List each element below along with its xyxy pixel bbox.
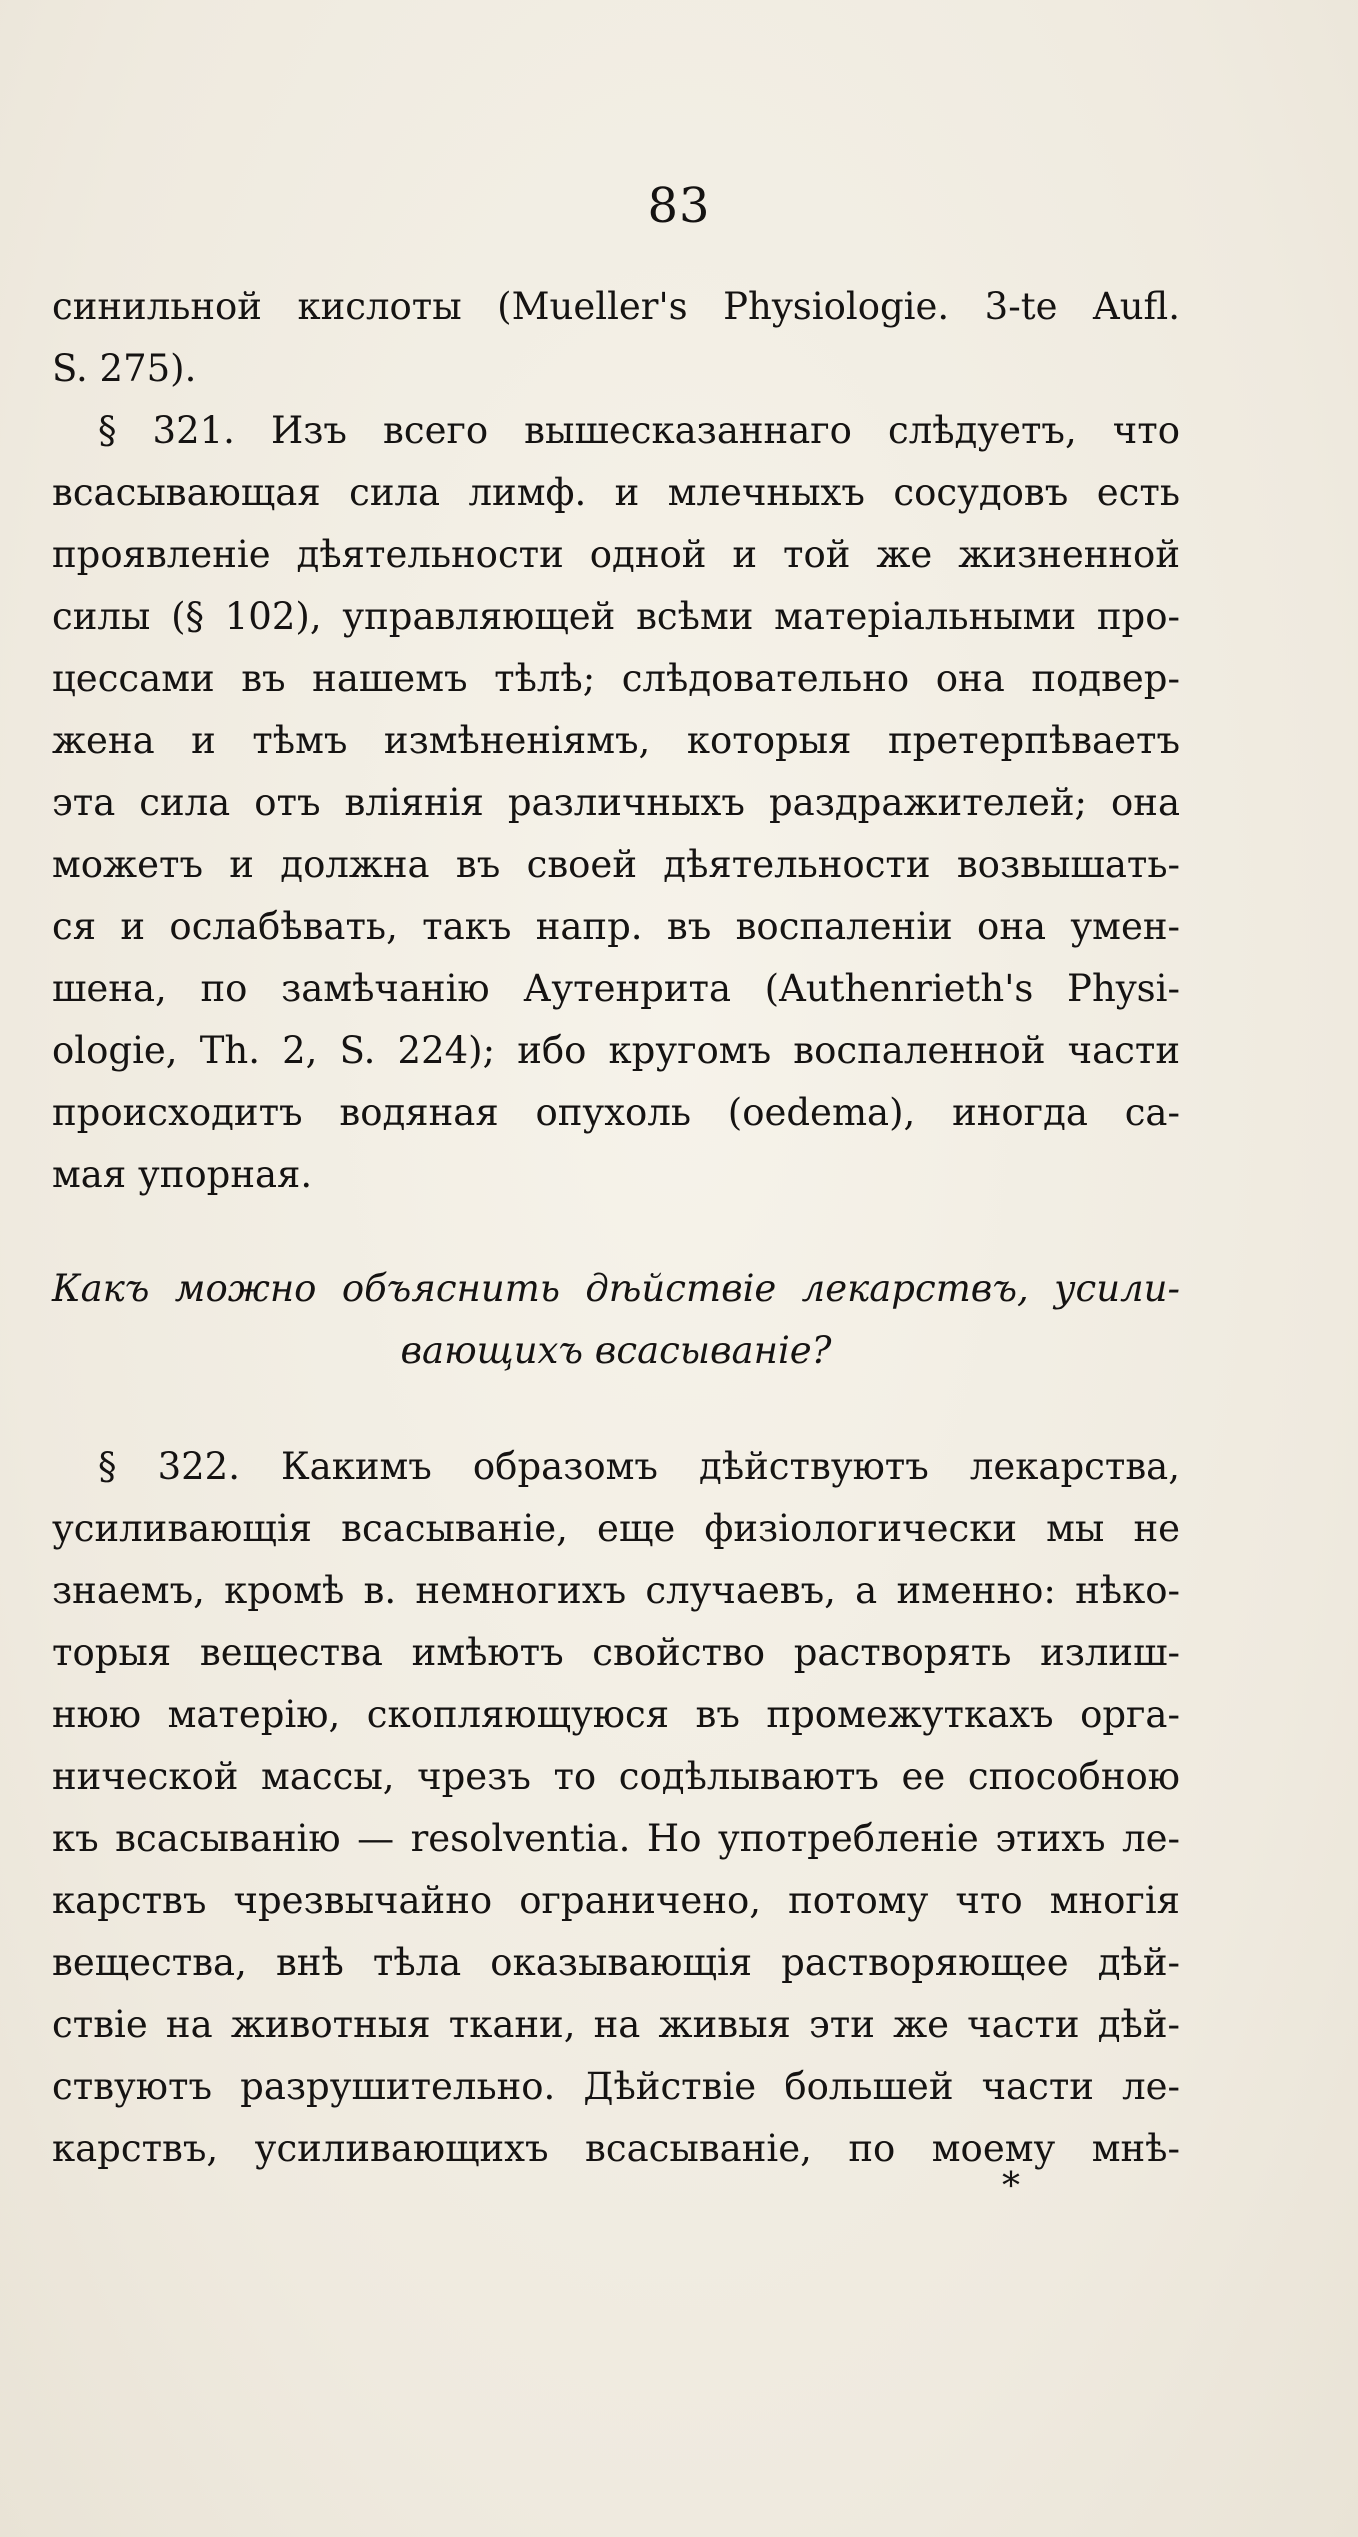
text-line: S. 275). — [52, 347, 197, 390]
text-line: синильной кислоты (Mueller's Physiologie. 3-te Aufl. — [52, 285, 1180, 328]
text-line: цессами въ нашемъ тѣлѣ; слѣдовательно она подвер- — [52, 657, 1180, 700]
text-line: § 322. Какимъ образомъ дѣйствуютъ лекарства, — [98, 1445, 1180, 1488]
text-line: эта сила отъ вліянія различныхъ раздражителей; она — [52, 781, 1180, 824]
paragraph-321 — [52, 276, 1180, 1206]
text-line: торыя вещества имѣютъ свойство растворять излиш- — [52, 1631, 1180, 1674]
text-line: знаемъ, кромѣ в. немногихъ случаевъ, а именно: нѣко- — [52, 1569, 1180, 1612]
text-line: мая упорная. — [52, 1153, 313, 1196]
text-line: силы (§ 102), управляющей всѣми матеріальными про- — [52, 595, 1180, 638]
text-line: жена и тѣмъ измѣненіямъ, которыя претерпѣваетъ — [52, 719, 1180, 762]
text-line: ствуютъ разрушительно. Дѣйствіе большей части ле- — [52, 2065, 1180, 2108]
paragraph-322 — [52, 1436, 1180, 2180]
text-line: § 321. Изъ всего вышесказаннаго слѣдуетъ, что — [98, 409, 1180, 452]
text-line: происходитъ водяная опухоль (oedema), иногда са- — [52, 1091, 1180, 1134]
text-line: всасывающая сила лимф. и млечныхъ сосудовъ есть — [52, 471, 1180, 514]
text-line: вещества, внѣ тѣла оказывающія растворяющее дѣй- — [52, 1941, 1180, 1984]
text-line: усиливающія всасываніе, еще физіологически мы не — [52, 1507, 1180, 1550]
text-line: ся и ослабѣвать, такъ напр. въ воспаленіи она умен- — [52, 905, 1180, 948]
text-line: нюю матерію, скопляющуюся въ промежуткахъ орга- — [52, 1693, 1180, 1736]
page-number: 83 — [647, 178, 711, 234]
text-line: можетъ и должна въ своей дѣятельности возвышать- — [52, 843, 1180, 886]
text-line: нической массы, чрезъ то содѣлываютъ ее способною — [52, 1755, 1180, 1798]
text-line: ologie, Th. 2, S. 224); ибо кругомъ воспаленной части — [52, 1029, 1180, 1072]
text-line: карствъ чрезвычайно ограничено, потому что многія — [52, 1879, 1180, 1922]
heading-line: Какъ можно объяснить дѣйствіе лекарствъ, усили- — [52, 1267, 1180, 1310]
text-line: карствъ, усиливающихъ всасываніе, по моему мнѣ- — [52, 2127, 1180, 2170]
text-line: шена, по замѣчанію Аутенрита (Authenrieth's Physi- — [52, 967, 1180, 1010]
section-heading — [52, 1258, 1180, 1382]
text-line: ствіе на животныя ткани, на живыя эти же части дѣй- — [52, 2003, 1180, 2046]
text-line: къ всасыванію — resolventia. Но употребленіе этихъ ле- — [52, 1817, 1180, 1860]
heading-line: вающихъ всасываніе? — [400, 1329, 832, 1372]
footnote-mark: * — [1002, 2166, 1020, 2207]
text-line: проявленіе дѣятельности одной и той же жизненной — [52, 533, 1180, 576]
